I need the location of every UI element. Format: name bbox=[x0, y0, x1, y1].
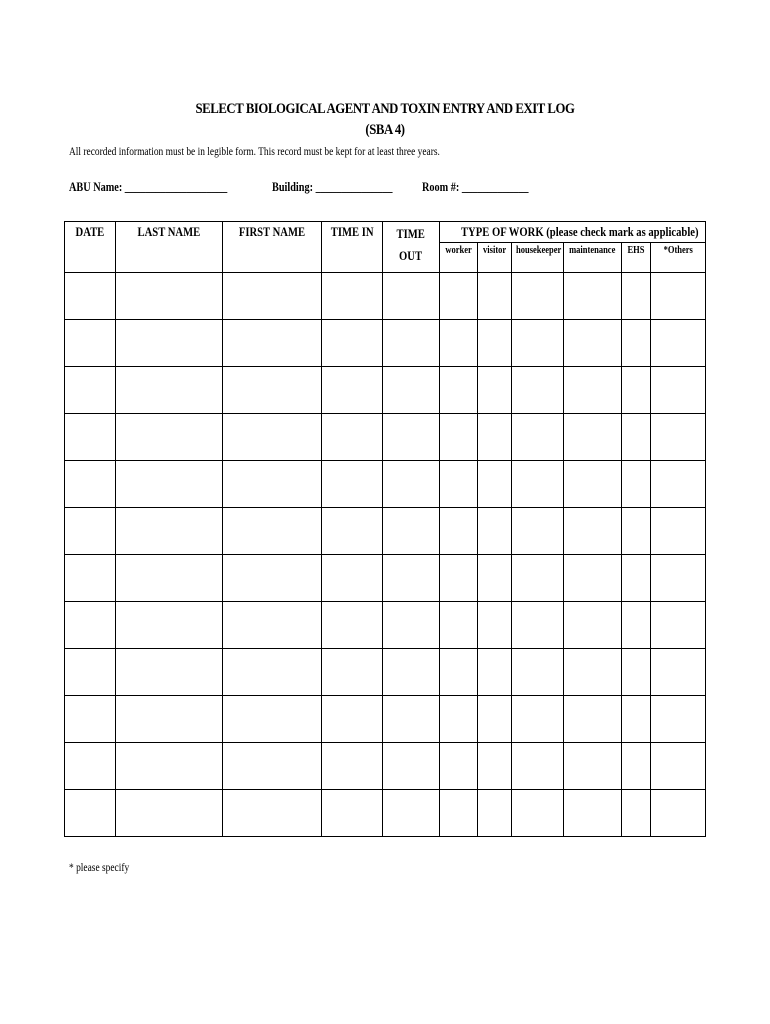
column-header-type-of-work: TYPE OF WORK (please check mark as applicable) bbox=[440, 222, 706, 243]
column-header-worker: worker bbox=[440, 243, 478, 273]
last-name-cell[interactable] bbox=[116, 602, 223, 649]
ehs-check-cell[interactable] bbox=[622, 696, 651, 743]
date-cell[interactable] bbox=[65, 743, 116, 790]
others-check-cell[interactable] bbox=[651, 649, 706, 696]
log-body bbox=[65, 273, 706, 837]
time-in-cell[interactable] bbox=[322, 696, 383, 743]
last-name-cell[interactable] bbox=[116, 743, 223, 790]
first-name-cell[interactable] bbox=[223, 555, 322, 602]
first-name-cell[interactable] bbox=[223, 508, 322, 555]
time-out-cell[interactable] bbox=[383, 602, 440, 649]
last-name-cell[interactable] bbox=[116, 461, 223, 508]
worker-check-cell[interactable] bbox=[440, 696, 478, 743]
time-out-cell[interactable] bbox=[383, 367, 440, 414]
time-in-cell[interactable] bbox=[322, 602, 383, 649]
others-check-cell[interactable] bbox=[651, 320, 706, 367]
visitor-check-cell[interactable] bbox=[478, 414, 512, 461]
time-in-cell[interactable] bbox=[322, 414, 383, 461]
time-in-cell[interactable] bbox=[322, 555, 383, 602]
first-name-cell[interactable] bbox=[223, 743, 322, 790]
table-row bbox=[65, 273, 706, 320]
first-name-cell[interactable] bbox=[223, 367, 322, 414]
ehs-check-cell[interactable] bbox=[622, 320, 651, 367]
maintenance-check-cell[interactable] bbox=[564, 461, 622, 508]
housekeeper-check-cell[interactable] bbox=[512, 696, 564, 743]
maintenance-check-cell[interactable] bbox=[564, 414, 622, 461]
ehs-check-cell[interactable] bbox=[622, 790, 651, 837]
maintenance-check-cell[interactable] bbox=[564, 273, 622, 320]
column-header-maintenance: maintenance bbox=[564, 243, 622, 273]
column-header-last-name: LAST NAME bbox=[116, 222, 223, 273]
maintenance-check-cell[interactable] bbox=[564, 602, 622, 649]
date-cell[interactable] bbox=[65, 508, 116, 555]
maintenance-check-cell[interactable] bbox=[564, 790, 622, 837]
visitor-check-cell[interactable] bbox=[478, 320, 512, 367]
time-in-cell[interactable] bbox=[322, 743, 383, 790]
date-cell[interactable] bbox=[65, 320, 116, 367]
first-name-cell[interactable] bbox=[223, 696, 322, 743]
ehs-check-cell[interactable] bbox=[622, 273, 651, 320]
ehs-check-cell[interactable] bbox=[622, 649, 651, 696]
column-header-date: DATE bbox=[65, 222, 116, 273]
worker-check-cell[interactable] bbox=[440, 555, 478, 602]
others-check-cell[interactable] bbox=[651, 743, 706, 790]
column-header-others: *Others bbox=[651, 243, 706, 273]
worker-check-cell[interactable] bbox=[440, 790, 478, 837]
others-check-cell[interactable] bbox=[651, 367, 706, 414]
table-row bbox=[65, 508, 706, 555]
column-header-housekeeper: housekeeper bbox=[512, 243, 564, 273]
first-name-cell[interactable] bbox=[223, 273, 322, 320]
table-row bbox=[65, 461, 706, 508]
ehs-check-cell[interactable] bbox=[622, 555, 651, 602]
time-out-cell[interactable] bbox=[383, 555, 440, 602]
ehs-check-cell[interactable] bbox=[622, 367, 651, 414]
table-row bbox=[65, 320, 706, 367]
date-cell[interactable] bbox=[65, 414, 116, 461]
last-name-cell[interactable] bbox=[116, 320, 223, 367]
column-header-time-in: TIME IN bbox=[322, 222, 383, 273]
column-header-first-name: FIRST NAME bbox=[223, 222, 322, 273]
date-cell[interactable] bbox=[65, 461, 116, 508]
time-out-cell[interactable] bbox=[383, 508, 440, 555]
others-check-cell[interactable] bbox=[651, 790, 706, 837]
time-in-cell[interactable] bbox=[322, 508, 383, 555]
others-check-cell[interactable] bbox=[651, 602, 706, 649]
time-out-cell[interactable] bbox=[383, 414, 440, 461]
worker-check-cell[interactable] bbox=[440, 508, 478, 555]
worker-check-cell[interactable] bbox=[440, 743, 478, 790]
building-field[interactable]: Building: _______________ bbox=[272, 180, 393, 194]
housekeeper-check-cell[interactable] bbox=[512, 367, 564, 414]
column-header-ehs: EHS bbox=[622, 243, 651, 273]
form-title: SELECT BIOLOGICAL AGENT AND TOXIN ENTRY AND EXIT LOG bbox=[195, 101, 575, 117]
maintenance-check-cell[interactable] bbox=[564, 320, 622, 367]
housekeeper-check-cell[interactable] bbox=[512, 743, 564, 790]
maintenance-check-cell[interactable] bbox=[564, 743, 622, 790]
ehs-check-cell[interactable] bbox=[622, 743, 651, 790]
worker-check-cell[interactable] bbox=[440, 414, 478, 461]
first-name-cell[interactable] bbox=[223, 649, 322, 696]
visitor-check-cell[interactable] bbox=[478, 790, 512, 837]
housekeeper-check-cell[interactable] bbox=[512, 273, 564, 320]
first-name-cell[interactable] bbox=[223, 414, 322, 461]
housekeeper-check-cell[interactable] bbox=[512, 414, 564, 461]
worker-check-cell[interactable] bbox=[440, 649, 478, 696]
housekeeper-check-cell[interactable] bbox=[512, 320, 564, 367]
date-cell[interactable] bbox=[65, 602, 116, 649]
time-out-cell[interactable] bbox=[383, 743, 440, 790]
time-out-cell[interactable] bbox=[383, 320, 440, 367]
date-cell[interactable] bbox=[65, 273, 116, 320]
others-check-cell[interactable] bbox=[651, 508, 706, 555]
first-name-cell[interactable] bbox=[223, 320, 322, 367]
time-in-cell[interactable] bbox=[322, 790, 383, 837]
worker-check-cell[interactable] bbox=[440, 602, 478, 649]
time-in-cell[interactable] bbox=[322, 320, 383, 367]
time-out-cell[interactable] bbox=[383, 649, 440, 696]
first-name-cell[interactable] bbox=[223, 461, 322, 508]
ehs-check-cell[interactable] bbox=[622, 461, 651, 508]
table-row bbox=[65, 414, 706, 461]
time-out-cell[interactable] bbox=[383, 273, 440, 320]
visitor-check-cell[interactable] bbox=[478, 461, 512, 508]
maintenance-check-cell[interactable] bbox=[564, 555, 622, 602]
maintenance-check-cell[interactable] bbox=[564, 508, 622, 555]
date-cell[interactable] bbox=[65, 696, 116, 743]
time-out-cell[interactable] bbox=[383, 696, 440, 743]
others-check-cell[interactable] bbox=[651, 696, 706, 743]
date-cell[interactable] bbox=[65, 367, 116, 414]
table-row bbox=[65, 790, 706, 837]
table-row bbox=[65, 649, 706, 696]
visitor-check-cell[interactable] bbox=[478, 649, 512, 696]
first-name-cell[interactable] bbox=[223, 602, 322, 649]
last-name-cell[interactable] bbox=[116, 367, 223, 414]
visitor-check-cell[interactable] bbox=[478, 367, 512, 414]
last-name-cell[interactable] bbox=[116, 696, 223, 743]
visitor-check-cell[interactable] bbox=[478, 273, 512, 320]
visitor-check-cell[interactable] bbox=[478, 602, 512, 649]
visitor-check-cell[interactable] bbox=[478, 696, 512, 743]
housekeeper-check-cell[interactable] bbox=[512, 602, 564, 649]
worker-check-cell[interactable] bbox=[440, 273, 478, 320]
others-check-cell[interactable] bbox=[651, 461, 706, 508]
form-code: (SBA 4) bbox=[365, 122, 405, 138]
housekeeper-check-cell[interactable] bbox=[512, 555, 564, 602]
time-in-cell[interactable] bbox=[322, 649, 383, 696]
maintenance-check-cell[interactable] bbox=[564, 367, 622, 414]
footnote: * please specify bbox=[69, 862, 130, 874]
date-cell[interactable] bbox=[65, 555, 116, 602]
others-check-cell[interactable] bbox=[651, 273, 706, 320]
column-header-time-out: TIME OUT bbox=[383, 222, 440, 273]
time-out-cell[interactable] bbox=[383, 461, 440, 508]
last-name-cell[interactable] bbox=[116, 790, 223, 837]
time-in-cell[interactable] bbox=[322, 461, 383, 508]
table-row bbox=[65, 555, 706, 602]
visitor-check-cell[interactable] bbox=[478, 508, 512, 555]
worker-check-cell[interactable] bbox=[440, 367, 478, 414]
table-row bbox=[65, 602, 706, 649]
date-cell[interactable] bbox=[65, 649, 116, 696]
others-check-cell[interactable] bbox=[651, 555, 706, 602]
time-in-cell[interactable] bbox=[322, 273, 383, 320]
worker-check-cell[interactable] bbox=[440, 461, 478, 508]
others-check-cell[interactable] bbox=[651, 414, 706, 461]
housekeeper-check-cell[interactable] bbox=[512, 508, 564, 555]
room-field[interactable]: Room #: _____________ bbox=[422, 180, 529, 194]
time-in-cell[interactable] bbox=[322, 367, 383, 414]
last-name-cell[interactable] bbox=[116, 508, 223, 555]
date-cell[interactable] bbox=[65, 790, 116, 837]
table-row bbox=[65, 743, 706, 790]
table-row bbox=[65, 696, 706, 743]
worker-check-cell[interactable] bbox=[440, 320, 478, 367]
housekeeper-check-cell[interactable] bbox=[512, 790, 564, 837]
ehs-check-cell[interactable] bbox=[622, 414, 651, 461]
visitor-check-cell[interactable] bbox=[478, 743, 512, 790]
housekeeper-check-cell[interactable] bbox=[512, 649, 564, 696]
last-name-cell[interactable] bbox=[116, 273, 223, 320]
last-name-cell[interactable] bbox=[116, 414, 223, 461]
last-name-cell[interactable] bbox=[116, 555, 223, 602]
abu-name-field[interactable]: ABU Name: ____________________ bbox=[69, 180, 228, 194]
ehs-check-cell[interactable] bbox=[622, 602, 651, 649]
maintenance-check-cell[interactable] bbox=[564, 649, 622, 696]
first-name-cell[interactable] bbox=[223, 790, 322, 837]
time-out-cell[interactable] bbox=[383, 790, 440, 837]
column-header-visitor: visitor bbox=[478, 243, 512, 273]
entry-exit-log-table bbox=[64, 221, 706, 837]
last-name-cell[interactable] bbox=[116, 649, 223, 696]
maintenance-check-cell[interactable] bbox=[564, 696, 622, 743]
visitor-check-cell[interactable] bbox=[478, 555, 512, 602]
ehs-check-cell[interactable] bbox=[622, 508, 651, 555]
instructions-text: All recorded information must be in legible form. This record must be kept for at least three years. bbox=[69, 146, 440, 158]
table-row bbox=[65, 367, 706, 414]
housekeeper-check-cell[interactable] bbox=[512, 461, 564, 508]
